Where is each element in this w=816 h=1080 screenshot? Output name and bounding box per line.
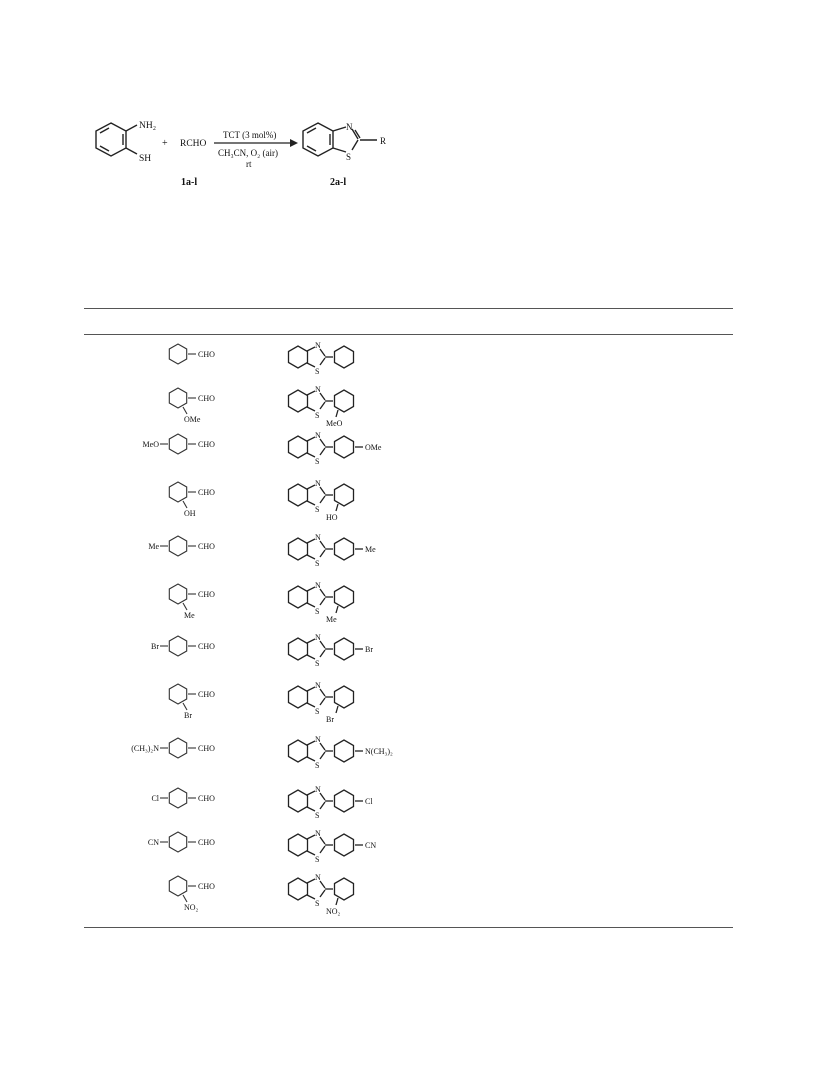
product-structure bbox=[270, 340, 420, 386]
product-benzothiazole bbox=[303, 123, 377, 156]
product-n-label: N bbox=[315, 681, 321, 690]
benzothiazole-core bbox=[289, 686, 354, 713]
aldehyde-left-substituent: MeO bbox=[142, 440, 159, 449]
product-para-substituent: CN bbox=[365, 841, 377, 850]
aldehyde-cho-label: CHO bbox=[198, 350, 215, 359]
aldehyde-ring bbox=[160, 738, 196, 758]
aldehyde-structure bbox=[148, 580, 258, 624]
product-s-label: S bbox=[346, 152, 352, 162]
product-s-label: S bbox=[315, 761, 320, 770]
product-s-label: S bbox=[315, 559, 320, 568]
benzothiazole-core bbox=[289, 834, 364, 856]
aldehyde-cho-label: CHO bbox=[198, 394, 215, 403]
aldehyde-ring bbox=[160, 788, 196, 808]
reaction-arrow bbox=[214, 139, 298, 147]
aldehyde-ortho-substituent: Me bbox=[184, 611, 195, 620]
product-meta-substituent: HO bbox=[326, 513, 338, 522]
product-s-label: S bbox=[315, 457, 320, 466]
aldehyde-cho-label: CHO bbox=[198, 882, 215, 891]
product-s-label: S bbox=[315, 367, 320, 376]
aldehyde-ring bbox=[169, 482, 196, 508]
aldehyde-cho-label: CHO bbox=[198, 440, 215, 449]
aldehyde-ring bbox=[169, 684, 196, 710]
benzothiazole-core bbox=[289, 790, 364, 812]
benzothiazole-core bbox=[289, 878, 354, 905]
aldehyde-ortho-substituent: OH bbox=[184, 509, 196, 518]
reactant-aminothiophenol bbox=[96, 123, 137, 156]
product-n-label: N bbox=[315, 479, 321, 488]
benzothiazole-core bbox=[289, 538, 364, 560]
aldehyde-ring bbox=[169, 388, 196, 414]
reactant-compound-label: 1a-l bbox=[181, 177, 198, 188]
aldehyde-cho-label: CHO bbox=[198, 744, 215, 753]
product-structure bbox=[270, 384, 420, 430]
aldehyde-cho-label: CHO bbox=[198, 488, 215, 497]
aldehyde-structure bbox=[148, 632, 258, 676]
product-para-substituent: Br bbox=[365, 645, 373, 654]
arrow-condition-top: TCT (3 mol%) bbox=[223, 130, 277, 140]
aldehyde-cho-label: CHO bbox=[198, 794, 215, 803]
product-compound-label: 2a-l bbox=[330, 177, 347, 188]
product-meta-substituent: MeO bbox=[326, 419, 343, 428]
reaction-scheme bbox=[84, 110, 404, 190]
plus-sign: + bbox=[162, 138, 168, 149]
benzothiazole-core bbox=[289, 436, 364, 458]
aldehyde-structure bbox=[148, 872, 258, 916]
aldehyde-ortho-substituent: NO₂ bbox=[184, 903, 199, 912]
product-s-label: S bbox=[315, 707, 320, 716]
arrow-condition-rt: rt bbox=[246, 159, 252, 169]
aldehyde-structure bbox=[142, 430, 258, 474]
product-para-substituent: Me bbox=[365, 545, 376, 554]
product-n-label: N bbox=[315, 785, 321, 794]
product-para-substituent: Cl bbox=[365, 797, 373, 806]
aldehyde-ring bbox=[169, 876, 196, 902]
benzothiazole-core bbox=[289, 346, 354, 368]
reactant-nh2-label: NH₂ bbox=[139, 121, 157, 131]
product-structure bbox=[270, 872, 420, 918]
product-meta-substituent: NO₂ bbox=[326, 907, 341, 916]
product-n-label: N bbox=[315, 633, 321, 642]
product-n-label: N bbox=[315, 341, 321, 350]
aldehyde-cho-label: CHO bbox=[198, 542, 215, 551]
product-n-label: N bbox=[315, 533, 321, 542]
aldehyde-ring bbox=[160, 434, 196, 454]
benzothiazole-core bbox=[289, 390, 354, 417]
aldehyde-left-substituent: Br bbox=[151, 642, 159, 651]
product-n-label: N bbox=[315, 431, 321, 440]
aldehyde-cho-label: CHO bbox=[198, 590, 215, 599]
product-structure bbox=[270, 430, 420, 476]
benzothiazole-core bbox=[289, 586, 354, 613]
product-n-label: N bbox=[315, 581, 321, 590]
aldehyde-structure bbox=[148, 478, 258, 522]
reactant-sh-label: SH bbox=[139, 154, 152, 164]
product-s-label: S bbox=[315, 607, 320, 616]
reagent-label: RCHO bbox=[180, 139, 207, 149]
aldehyde-structure bbox=[148, 384, 258, 428]
table-top-rule bbox=[84, 308, 733, 309]
product-para-substituent: N(CH₃)₂ bbox=[365, 747, 393, 756]
arrow-condition-bottom: CH₃CN, O₂ (air) bbox=[218, 148, 279, 158]
product-n-label: N bbox=[346, 122, 353, 132]
benzothiazole-core bbox=[289, 740, 364, 762]
product-meta-substituent: Br bbox=[326, 715, 334, 724]
aldehyde-left-substituent: Cl bbox=[151, 794, 159, 803]
product-structure bbox=[270, 734, 420, 780]
table-bottom-rule bbox=[84, 927, 733, 928]
aldehyde-cho-label: CHO bbox=[198, 690, 215, 699]
product-n-label: N bbox=[315, 829, 321, 838]
aldehyde-ring bbox=[160, 536, 196, 556]
aldehyde-cho-label: CHO bbox=[198, 838, 215, 847]
product-structure bbox=[270, 580, 420, 626]
product-s-label: S bbox=[315, 505, 320, 514]
product-s-label: S bbox=[315, 855, 320, 864]
product-structure bbox=[270, 532, 420, 578]
product-structure bbox=[270, 478, 420, 524]
aldehyde-ortho-substituent: OMe bbox=[184, 415, 201, 424]
aldehyde-structure bbox=[148, 828, 258, 872]
product-structure bbox=[270, 828, 420, 874]
product-s-label: S bbox=[315, 659, 320, 668]
aldehyde-structure bbox=[148, 340, 258, 384]
aldehyde-ortho-substituent: Br bbox=[184, 711, 192, 720]
aldehyde-left-substituent: (CH₃)₂N bbox=[131, 744, 159, 753]
aldehyde-structure bbox=[148, 680, 258, 724]
aldehyde-ring bbox=[169, 344, 196, 364]
product-meta-substituent: Me bbox=[326, 615, 337, 624]
product-structure bbox=[270, 784, 420, 830]
aldehyde-structure bbox=[131, 734, 258, 778]
aldehyde-cho-label: CHO bbox=[198, 642, 215, 651]
benzothiazole-core bbox=[289, 484, 354, 511]
aldehyde-structure bbox=[148, 532, 258, 576]
product-para-substituent: OMe bbox=[365, 443, 382, 452]
aldehyde-ring bbox=[169, 584, 196, 610]
benzothiazole-core bbox=[289, 638, 364, 660]
product-structure bbox=[270, 680, 420, 726]
aldehyde-ring bbox=[160, 832, 196, 852]
product-s-label: S bbox=[315, 899, 320, 908]
product-s-label: S bbox=[315, 811, 320, 820]
product-structure bbox=[270, 632, 420, 678]
aldehyde-left-substituent: CN bbox=[147, 838, 159, 847]
table-header-rule bbox=[84, 334, 733, 335]
aldehyde-ring bbox=[160, 636, 196, 656]
aldehyde-left-substituent: Me bbox=[148, 542, 159, 551]
aldehyde-structure bbox=[148, 784, 258, 828]
product-s-label: S bbox=[315, 411, 320, 420]
product-r-label: R bbox=[380, 136, 387, 146]
product-n-label: N bbox=[315, 873, 321, 882]
product-n-label: N bbox=[315, 735, 321, 744]
product-n-label: N bbox=[315, 385, 321, 394]
